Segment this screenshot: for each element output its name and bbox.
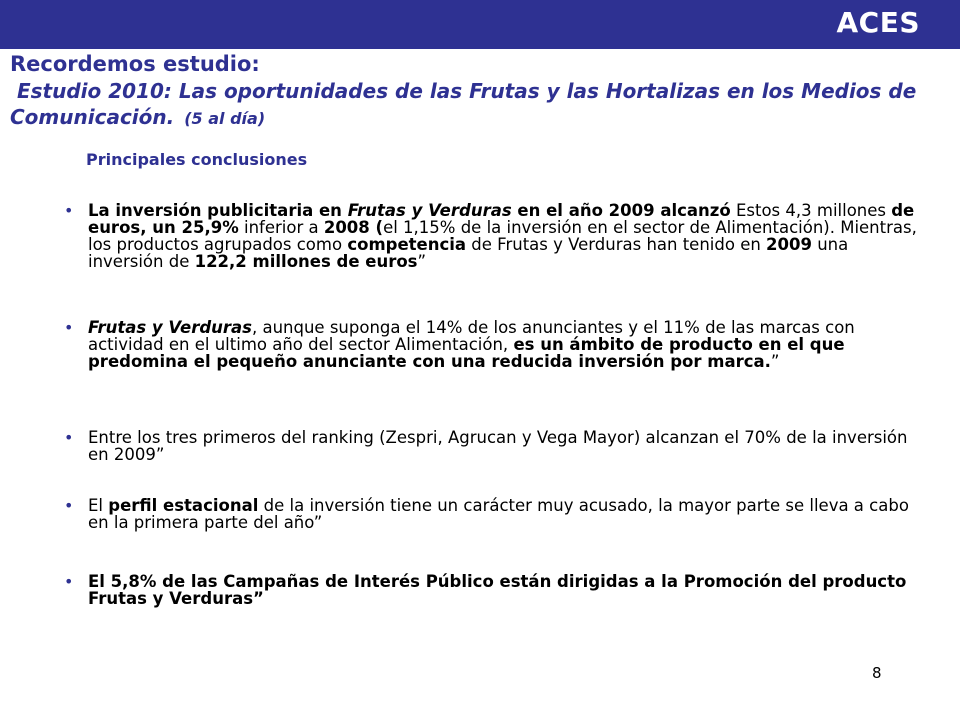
conclusion-item <box>64 429 928 463</box>
text-segment: 122,2 millones de euros <box>194 252 418 271</box>
text-segment: en el año 2009 alcanzó <box>511 201 731 220</box>
text-segment: , aunque suponga el 14% de los anunciantes y el 11% de las marcas con actividad en el ultimo año del sector Alimentación, <box>88 318 855 354</box>
text-segment: de euros, un 25,9% <box>88 201 915 237</box>
section-heading: Principales conclusiones <box>86 150 308 169</box>
page-number: 8 <box>872 664 882 682</box>
conclusion-item <box>64 497 928 531</box>
text-segment: perfil estacional <box>108 496 259 515</box>
title-suffix: (5 al día) <box>184 109 266 128</box>
text-segment: La inversión publicitaria en <box>88 201 348 220</box>
brand-bar <box>0 0 960 49</box>
text-segment: ” <box>417 252 427 271</box>
text-segment: Entre los tres primeros del ranking (Zespri, Agrucan y Vega Mayor) alcanzan el 70% de la inversión en 2009” <box>88 428 908 464</box>
text-segment: El <box>88 496 109 515</box>
brand-name: ACES <box>836 6 920 39</box>
slide-title <box>10 50 950 132</box>
title-line-1: Recordemos estudio: <box>10 52 260 76</box>
text-segment: ” <box>770 352 780 371</box>
text-segment: una inversión de <box>88 235 849 271</box>
text-segment: de Frutas y Verduras han tenido en <box>466 235 767 254</box>
text-segment: inferior a <box>238 218 324 237</box>
text-segment: Frutas y Verduras <box>347 201 512 220</box>
text-segment: Frutas y Verduras <box>88 318 252 337</box>
bullet-icon: • <box>64 428 74 447</box>
conclusion-item <box>64 573 928 607</box>
text-segment: de la inversión tiene un carácter muy acusado, la mayor parte se lleva a cabo en la primera parte del año” <box>88 496 909 532</box>
title-line-2 <box>10 78 950 132</box>
text-segment: el 1,15% de la inversión en el sector de Alimentación). Mientras, los productos agrupados como <box>88 218 917 254</box>
text-segment: es un ámbito de producto en el que predomina el pequeño anunciante con una reducida inversión por marca. <box>88 335 845 371</box>
text-segment: competencia <box>347 235 467 254</box>
text-segment: Estos 4,3 millones <box>730 201 892 220</box>
conclusion-item <box>64 319 928 370</box>
text-segment: 2008 ( <box>323 218 384 237</box>
bullet-icon: • <box>64 572 74 591</box>
text-segment: 2009 <box>766 235 812 254</box>
conclusion-item <box>64 202 928 270</box>
text-segment: El 5,8% de las Campañas de Interés Público están dirigidas a la Promoción del producto Frutas y Verduras” <box>88 572 907 608</box>
bullet-icon: • <box>64 318 74 337</box>
title-study-name: Estudio 2010: Las oportunidades de las Frutas y las Hortalizas en los Medios de Comunicación. <box>10 79 917 129</box>
bullet-icon: • <box>64 496 74 515</box>
bullet-icon: • <box>64 201 74 220</box>
